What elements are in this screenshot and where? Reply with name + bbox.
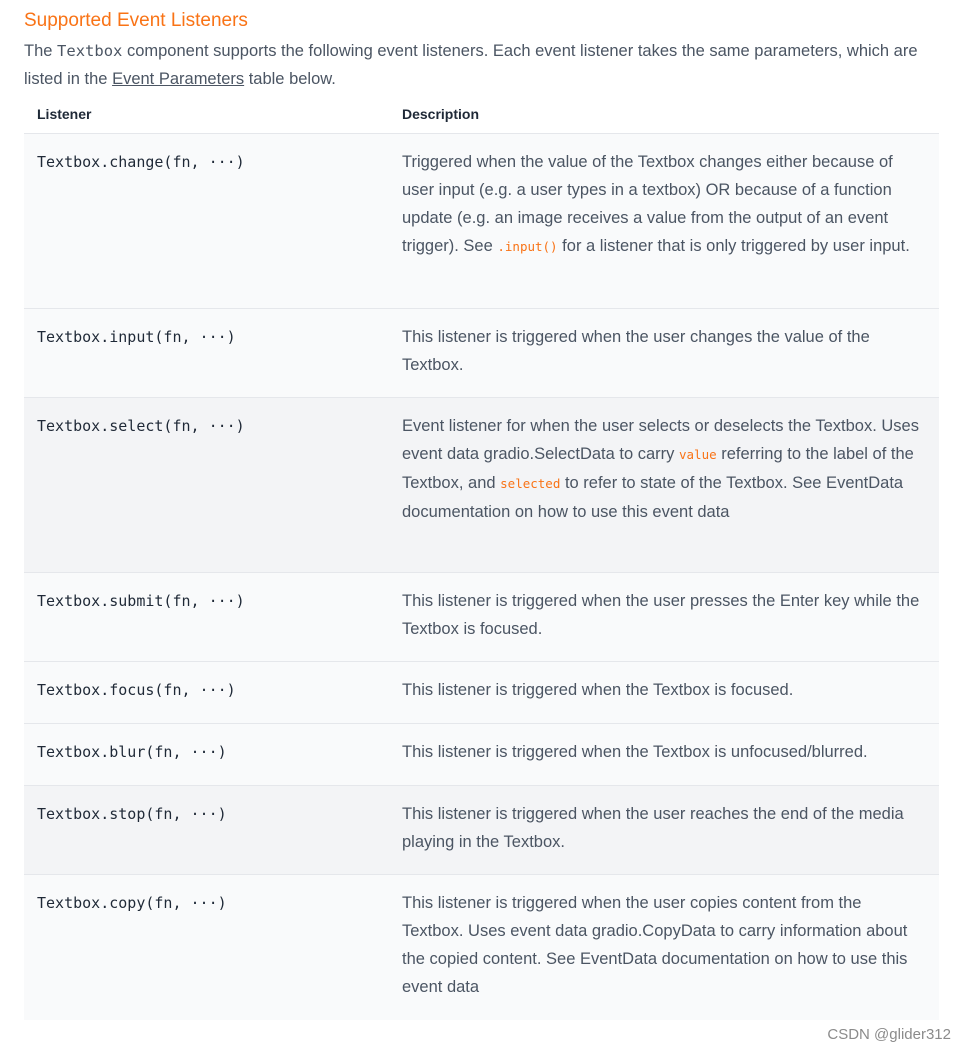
description-blur: This listener is triggered when the Textbox is unfocused/blurred. <box>389 724 939 786</box>
section-title: Supported Event Listeners <box>24 10 248 31</box>
description-input: This listener is triggered when the user changes the value of the Textbox. <box>389 309 939 398</box>
table-row-stop <box>24 786 939 875</box>
listener-focus: Textbox.focus(fn, ···) <box>24 662 389 724</box>
intro-text-pre: The <box>24 42 58 60</box>
table-row-submit <box>24 573 939 662</box>
listener-stop: Textbox.stop(fn, ···) <box>24 786 389 875</box>
desc-text: Event listener for when the user selects or deselects the Textbox. Uses event data gradio.SelectData to carry <box>402 417 919 463</box>
desc-text: to refer to state of the Textbox. See EventData documentation on how to use this event data <box>402 474 904 521</box>
table-row-input <box>24 309 939 398</box>
listener-select: Textbox.select(fn, ···) <box>24 398 389 573</box>
input-method-code: .input() <box>497 239 558 254</box>
description-change <box>389 134 939 309</box>
listener-copy: Textbox.copy(fn, ···) <box>24 875 389 1020</box>
table-row-copy <box>24 875 939 1020</box>
description-select <box>389 398 939 573</box>
header-description: Description <box>389 95 939 134</box>
intro-text-mid: component supports the following event listeners. Each event listener takes the same parameters, which are listed in the <box>24 42 918 88</box>
listener-input: Textbox.input(fn, ···) <box>24 309 389 398</box>
desc-text: referring to the label of the Textbox, and <box>402 445 914 492</box>
intro-component-code: Textbox <box>57 42 123 60</box>
intro-text-post: table below. <box>244 70 336 88</box>
event-listeners-table <box>24 95 939 1020</box>
intro-paragraph <box>24 37 939 93</box>
table-row-select <box>24 398 939 573</box>
description-copy: This listener is triggered when the user copies content from the Textbox. Uses event data gradio.CopyData to carry information about the copied content. See EventData documentation on how to use this event data <box>389 875 939 1020</box>
table-row-focus <box>24 662 939 724</box>
table-row-blur <box>24 724 939 786</box>
listener-submit: Textbox.submit(fn, ···) <box>24 573 389 662</box>
listener-blur: Textbox.blur(fn, ···) <box>24 724 389 786</box>
desc-text: for a listener that is only triggered by user input. <box>557 237 910 255</box>
description-focus: This listener is triggered when the Textbox is focused. <box>389 662 939 724</box>
value-code: value <box>679 447 717 462</box>
event-parameters-link[interactable]: Event Parameters <box>112 70 245 88</box>
table-row-change <box>24 134 939 309</box>
header-listener: Listener <box>24 95 389 134</box>
description-stop: This listener is triggered when the user reaches the end of the media playing in the Textbox. <box>389 786 939 875</box>
listener-change: Textbox.change(fn, ···) <box>24 134 389 309</box>
selected-code: selected <box>500 476 561 491</box>
desc-text: Triggered when the value of the Textbox changes either because of user input (e.g. a user types in a textbox) OR because of a function update (e.g. an image receives a value from the output of an event trigger). See <box>402 153 893 255</box>
description-submit: This listener is triggered when the user presses the Enter key while the Textbox is focused. <box>389 573 939 662</box>
table-header-row <box>24 95 939 134</box>
watermark: CSDN @glider312 <box>827 1026 951 1043</box>
